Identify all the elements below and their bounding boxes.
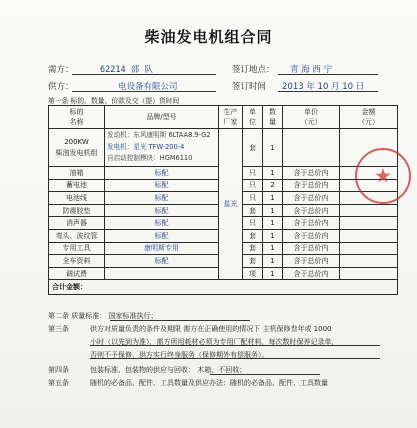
buyer-value: 62214 部 队 [100,65,153,75]
clause-3-underline-1 [90,345,380,346]
cell-price: 含于总价内 [283,217,340,230]
cell-brand: 标配 [105,179,219,192]
cell-unit: 套 [243,242,263,255]
clause-4: 包装标准、包装物的供应与回收： 木箱，不回收； [90,366,247,374]
maker-cell: 星光 [219,129,243,280]
seller-label: 供方： [48,82,74,92]
cell-amount [340,217,398,230]
cell-price: 含于总价内 [283,242,340,255]
cell-name: 全车资料 [49,255,105,268]
date-label: 签订时间 [232,82,267,92]
company-seal-stamp [355,148,411,204]
cell-price: 含于总价内 [283,255,340,268]
buyer-label: 需方： [48,65,74,75]
table-row [49,129,398,167]
cell-qty: 1 [263,217,283,230]
cell-brand [105,267,219,280]
cell-brand: 标配 [105,192,219,205]
total-row [49,280,398,295]
cell-price: 含于总价内 [283,267,340,280]
cell-unit: 只 [243,192,263,205]
clause-4-label: 第四条 [48,366,69,374]
clause-2: 第二条 质量标准： 国家标准执行； [48,312,158,320]
cell-brand: 标配 [105,229,219,242]
cell-brand: 康明斯专用 [105,242,219,255]
cell-name: 消声器 [49,217,105,230]
cell-qty: 1 [263,242,283,255]
clause-1: 第一条 标的、数量、价款及交（提）货时间 [48,97,180,105]
clause-2-underline [110,320,250,321]
product-table [48,105,398,295]
cell-amount [340,267,398,280]
cell-amount [340,204,398,217]
cell-unit: 套 [243,255,263,268]
cell-qty: 1 [263,255,283,268]
cell-brand: 标配 [105,204,219,217]
col-header-price: 单价 （元） [283,106,340,129]
col-header-maker: 生产 厂家 [219,106,243,129]
cell-qty: 1 [263,129,283,167]
cell-unit: 套 [243,204,263,217]
buyer-underline [72,74,216,75]
col-header-amount: 金额 （元） [340,106,398,129]
clause-5: 随机的必备品、配件、工具数量及供应办法：随机的必备品、配件、工具数量 [90,379,328,387]
site-value: 青 海 西 宁 [290,65,333,75]
col-header-qty: 数 量 [263,106,283,129]
cell-unit: 只 [243,179,263,192]
date-value: 2013 年 10 月 10 日 [282,82,365,92]
table-header-row [49,106,398,129]
cell-name: 电池线 [49,192,105,205]
cell-name: 油箱 [49,167,105,180]
cell-qty: 1 [263,192,283,205]
cell-name: 蓄电池 [49,179,105,192]
seller-value: 电设备有限公司 [118,82,178,92]
cell-price: 含于总价内 [283,204,340,217]
total-label: 合计金额： [49,280,398,295]
cell-price: 含于总价内 [283,229,340,242]
site-underline [278,74,378,75]
cell-qty: 2 [263,179,283,192]
col-header-unit: 单 位 [243,106,263,129]
cell-qty: 1 [263,167,283,180]
clause-3-line-3: 否则不予保修，供方实行终身服务（保修期外有偿服务）。 [90,351,269,359]
cell-unit: 只 [243,217,263,230]
cell-name: 弯头、波纹管 [49,229,105,242]
clause-3-line-1: 供方对质量负责的条件及期限 需方在正确使用的情况下 主机保修叁年或 1000 [90,325,332,333]
cell-qty: 1 [263,229,283,242]
clause-5-label: 第五条 [48,379,69,387]
main-item-config: 发动机：东风康明斯 6LTAA8.9-G2 发电机：星光 TFW-200-4 自启动控制模块：HGM6110 [105,129,219,167]
cell-brand: 标配 [105,167,219,180]
date-underline [278,91,378,92]
cell-name: 调试费 [49,267,105,280]
clause-3-underline-2 [90,358,380,359]
site-label: 签订地点： [232,65,275,75]
cell-unit: 只 [243,167,263,180]
cell-amount [340,229,398,242]
cell-price: 含于总价内 [283,192,340,205]
cell-name: 防震胶垫 [49,204,105,217]
cell-unit: 套 [243,229,263,242]
cell-amount [340,242,398,255]
cell-price: 含于总价内 [283,179,340,192]
cell-price: 含于总价内 [283,167,340,180]
main-item-name: 200KW 柴油发电机组 [49,129,105,167]
seller-underline [72,91,216,92]
cell-qty: 1 [263,267,283,280]
cell-name: 专用工具 [49,242,105,255]
col-header-brand: 品牌/型号 [105,106,219,129]
clause-3-label: 第三条 [48,325,69,333]
cell-price [283,129,340,167]
cell-unit: 套 [243,129,263,167]
cell-brand: 标配 [105,217,219,230]
cell-amount [340,255,398,268]
cell-brand: 标配 [105,255,219,268]
cell-qty: 1 [263,204,283,217]
clause-3-line-2: 小时（以先到为准），需方所用耗材必须为专用厂配材料，每次数时保养记录单， [90,338,339,346]
col-header-name: 标的 名称 [49,106,105,129]
cell-unit: 项 [243,267,263,280]
clause-4-underline [210,374,320,375]
contract-title: 柴油发电机组合同 [144,28,273,46]
